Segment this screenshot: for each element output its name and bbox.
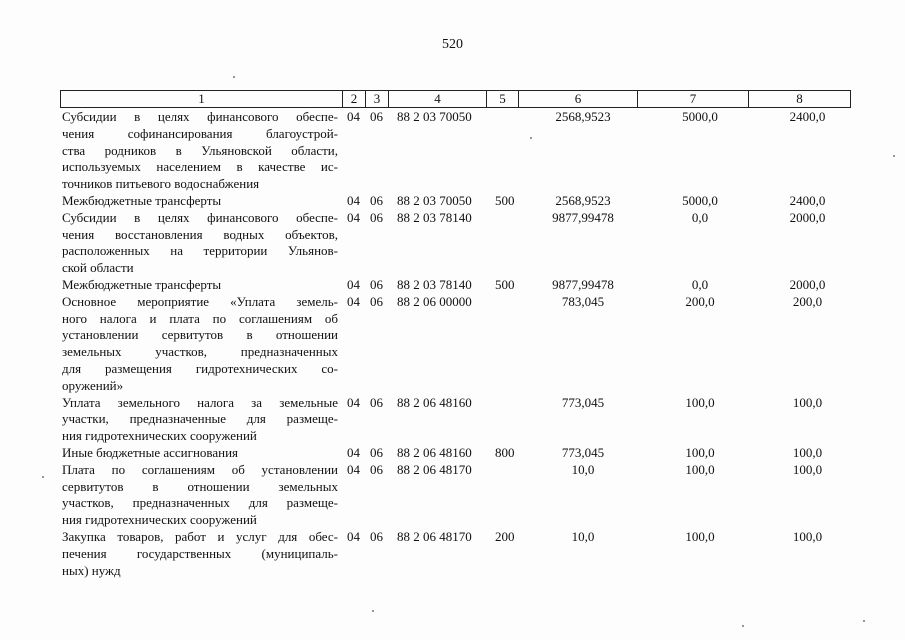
target-article-code: 88 2 03 70050 [397,192,472,208]
description-line: сервитутов в отношении земельных [62,478,338,494]
description-line: Межбюджетные трансферты [62,192,222,208]
scan-speck [372,610,374,612]
description-line: ской области [62,260,134,276]
section-code: 04 [347,109,360,124]
amount-col-8: 2000,0 [789,276,826,292]
scan-speck [742,625,744,627]
amount-col-8: 100,0 [792,461,823,477]
table-row [60,277,850,294]
row-description [62,193,338,210]
subsection-code: 06 [370,209,383,225]
description-line: Основное мероприятие «Уплата земель- [62,293,338,309]
description-line: оружений» [62,377,124,393]
row-description [62,445,338,462]
target-article-code: 88 2 03 78140 [397,276,472,292]
subsection-code: 06 [370,444,383,460]
description-line: ных) нужд [62,562,121,578]
amount-col-7: 5000,0 [682,192,718,208]
amount-col-6: 773,045 [561,394,605,410]
table-row [60,395,850,445]
description-line: ния гидротехнических сооружений [62,428,257,444]
section-code: 04 [347,209,360,225]
subsection-code: 06 [370,394,383,410]
section-code: 04 [347,192,360,208]
amount-col-6: 9877,99478 [552,209,614,225]
row-description [62,529,338,579]
amount-col-7: 200,0 [685,293,715,309]
header-col-2: 2 [343,91,366,108]
subsection-code: 06 [370,461,383,477]
amount-col-6: 9877,99478 [552,276,614,292]
section-code: 04 [347,293,360,309]
row-description [62,294,338,395]
header-col-3: 3 [366,91,389,108]
page-number: 520 [442,37,463,52]
subsection-code: 06 [370,192,383,208]
section-code: 04 [347,394,360,410]
scan-speck [42,476,44,478]
description-line: участков, предназначенных для размеще- [62,495,338,511]
section-code: 04 [347,528,360,544]
header-col-4: 4 [389,91,487,108]
description-line: используемых населением в качестве ис- [62,159,338,175]
amount-col-7: 5000,0 [682,109,718,124]
description-line: Закупка товаров, работ и услуг для обес- [62,528,338,544]
amount-col-7: 100,0 [685,461,715,477]
amount-col-6: 2568,9523 [555,192,611,208]
subsection-code: 06 [370,528,383,544]
amount-col-8: 2400,0 [789,109,826,124]
scan-speck [863,620,865,622]
table-row [60,529,850,579]
section-code: 04 [347,461,360,477]
description-line: расположенных на территории Ульянов- [62,243,338,259]
row-description [62,277,338,294]
header-col-5: 5 [487,91,519,108]
scan-speck [233,76,235,78]
target-article-code: 88 2 03 70050 [397,109,472,124]
target-article-code: 88 2 06 48160 [397,394,472,410]
amount-col-7: 100,0 [685,394,715,410]
row-description [62,210,338,277]
target-article-code: 88 2 06 48170 [397,461,472,477]
table-row [60,294,850,395]
amount-col-7: 100,0 [685,444,715,460]
target-article-code: 88 2 06 48160 [397,444,472,460]
subsection-code: 06 [370,109,383,124]
amount-col-7: 0,0 [691,209,709,225]
amount-col-8: 100,0 [792,394,823,410]
row-description [62,109,338,193]
target-article-code: 88 2 03 78140 [397,209,472,225]
header-col-6: 6 [519,91,638,108]
table-header [60,90,851,108]
amount-col-8: 200,0 [792,293,823,309]
amount-col-8: 2000,0 [789,209,826,225]
header-col-7: 7 [638,91,749,108]
amount-col-6: 773,045 [561,444,605,460]
description-line: Субсидии в целях финансового обеспе- [62,109,338,124]
header-col-1: 1 [61,91,343,108]
header-col-8: 8 [749,91,851,108]
description-line: Плата по соглашениям об установлении [62,461,338,477]
description-line: точников питьевого водоснабжения [62,176,260,192]
description-line: чения восстановления водных объектов, [62,226,338,242]
expense-type-code: 200 [495,528,515,544]
table-row [60,193,850,210]
section-code: 04 [347,444,360,460]
amount-col-7: 100,0 [685,528,715,544]
table-body [60,109,850,579]
target-article-code: 88 2 06 48170 [397,528,472,544]
description-line: для размещения гидротехнических со- [62,360,338,376]
amount-col-6: 10,0 [571,528,595,544]
amount-col-6: 10,0 [571,461,595,477]
description-line: печения государственных (муниципаль- [62,545,338,561]
table-row [60,210,850,277]
section-code: 04 [347,276,360,292]
scan-speck [530,137,532,139]
expense-type-code: 500 [495,276,515,292]
description-line: Иные бюджетные ассигнования [62,444,239,460]
description-line: ния гидротехнических сооружений [62,512,257,528]
description-line: земельных участков, предназначенных [62,344,338,360]
subsection-code: 06 [370,293,383,309]
description-line: Субсидии в целях финансового обеспе- [62,209,338,225]
description-line: ного налога и плата по соглашениям об [62,310,338,326]
amount-col-8: 100,0 [792,444,823,460]
row-description [62,462,338,529]
description-line: чения софинансирования благоустрой- [62,125,338,141]
subsection-code: 06 [370,276,383,292]
amount-col-6: 783,045 [561,293,605,309]
expense-type-code: 800 [495,444,515,460]
description-line: Уплата земельного налога за земельные [62,394,338,410]
amount-col-8: 2400,0 [789,192,826,208]
expense-type-code: 500 [495,192,515,208]
table-row [60,109,850,193]
amount-col-8: 100,0 [792,528,823,544]
amount-col-6: 2568,9523 [555,109,611,124]
description-line: участки, предназначенные для размеще- [62,411,338,427]
table-row [60,445,850,462]
table-row [60,462,850,529]
description-line: установлении сервитутов в отношении [62,327,338,343]
description-line: ства родников в Ульяновской области, [62,142,338,158]
amount-col-7: 0,0 [691,276,709,292]
scan-speck [893,155,895,157]
row-description [62,395,338,445]
description-line: Межбюджетные трансферты [62,276,222,292]
target-article-code: 88 2 06 00000 [397,293,472,309]
